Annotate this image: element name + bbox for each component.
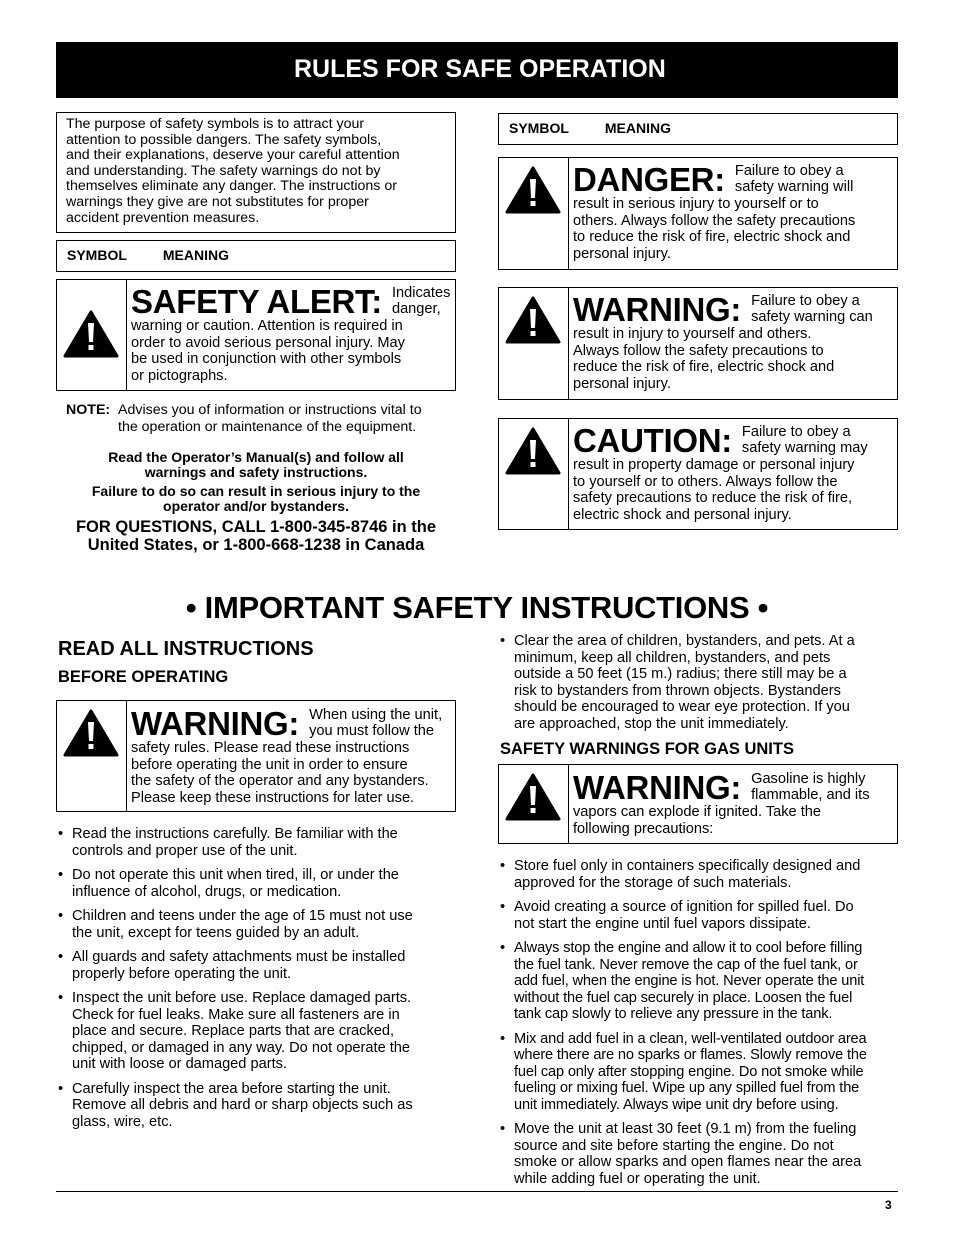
- list-line: Check for fuel leaks. Make sure all fasteners are in: [72, 1006, 400, 1023]
- list-line: unit immediately. Always wipe unit dry before using.: [514, 1096, 839, 1113]
- body-line: warning or caution. Attention is required in: [131, 318, 403, 334]
- symbol-meaning-header-left: [56, 240, 456, 272]
- list-item: [56, 990, 456, 1073]
- side-text: safety warning can: [751, 308, 873, 325]
- list-line: approved for the storage of such materials.: [514, 874, 792, 891]
- questions-line: United States, or 1-800-668-1238 in Canada: [87, 536, 425, 554]
- body-line: to reduce the risk of fire, electric shock and: [573, 229, 851, 245]
- side-text: flammable, and its: [751, 786, 870, 803]
- list-item: [56, 949, 456, 982]
- list-item: [498, 858, 908, 891]
- warning-heading: WARNING:: [131, 705, 300, 742]
- list-line: fueling or mixing fuel. Wipe up any spilled fuel from the: [514, 1080, 860, 1096]
- side-text: Gasoline is highly: [751, 771, 866, 787]
- body-line: vapors can explode if ignited. Take the: [573, 804, 821, 820]
- warning-definition-box: [498, 287, 898, 400]
- note-line: the operation or maintenance of the equipment.: [118, 419, 417, 435]
- alert-triangle-icon: [63, 310, 119, 358]
- side-text: Failure to obey a: [751, 293, 860, 309]
- list-item: [498, 1121, 908, 1187]
- list-line: • Clear the area of children, bystanders, and pets. At a: [514, 633, 855, 649]
- body-line: be used in conjunction with other symbols: [131, 351, 402, 367]
- danger-triangle-icon: [505, 166, 561, 214]
- intro-line: warnings they give are not substitutes for proper: [66, 193, 369, 210]
- note: [56, 402, 456, 436]
- intro-line: themselves eliminate any danger. The instructions or: [66, 178, 397, 195]
- list-line: influence of alcohol, drugs, or medication.: [72, 883, 342, 900]
- list-line: Remove all debris and hard or sharp objects such as: [72, 1097, 413, 1113]
- body-line: the safety of the operator and any bystanders.: [131, 773, 429, 789]
- list-line: not start the engine until fuel vapors dissipate.: [514, 915, 811, 932]
- note-line: Advises you of information or instructions vital to: [118, 402, 422, 418]
- list-line: outside a 50 feet (15 m.) radius; there still may be a: [514, 666, 847, 682]
- intro-line: attention to possible dangers. The safety symbols,: [66, 131, 382, 148]
- list-line: should be encouraged to wear eye protection. If you: [514, 699, 850, 715]
- intro-line: and understanding. The safety warnings do not by: [66, 162, 381, 179]
- list-line: properly before operating the unit.: [72, 965, 292, 982]
- list-line: • Store fuel only in containers specifically designed and: [514, 858, 861, 874]
- read-all-heading: READ ALL INSTRUCTIONS: [58, 638, 314, 660]
- list-line: • Inspect the unit before use. Replace damaged parts.: [72, 990, 412, 1006]
- side-text: you must follow the: [309, 722, 435, 739]
- caution-box: [498, 418, 898, 530]
- warning-triangle-icon: [63, 709, 119, 757]
- list-line: where there are no sparks or flames. Slowly remove the: [514, 1047, 867, 1063]
- body-line: safety precautions to reduce the risk of fire,: [573, 490, 853, 506]
- list-line: source and site before starting the engine. Do not: [514, 1137, 834, 1154]
- side-text: safety warning may: [741, 439, 868, 456]
- list-item: [498, 1031, 908, 1114]
- intro-line: and their explanations, deserve your careful attention: [66, 147, 400, 164]
- safety-alert-heading: SAFETY ALERT:: [131, 283, 382, 320]
- warning-before-operating-box: [56, 700, 456, 812]
- list-line: risk to bystanders from thrown objects. Bystanders: [514, 682, 841, 699]
- body-line: electric shock and personal injury.: [573, 506, 792, 523]
- meaning-label: MEANING: [162, 247, 230, 263]
- intro-line: accident prevention measures.: [66, 209, 260, 226]
- list-line: • Do not operate this unit when tired, ill, or under the: [72, 867, 399, 883]
- important-safety-title: • IMPORTANT SAFETY INSTRUCTIONS •: [185, 590, 769, 625]
- list-line: controls and proper use of the unit.: [72, 842, 298, 859]
- gas-units-heading: SAFETY WARNINGS FOR GAS UNITS: [500, 740, 794, 758]
- before-operating-list: [56, 826, 456, 1130]
- warning-triangle-icon: [505, 773, 561, 821]
- section-title: RULES FOR SAFE OPERATION: [294, 55, 666, 83]
- list-line: while adding fuel or operating the unit.: [514, 1170, 761, 1187]
- warning-heading: WARNING:: [573, 769, 742, 806]
- note-label: NOTE:: [66, 402, 111, 418]
- side-text: Failure to obey a: [741, 424, 851, 440]
- side-text: Indicates: [391, 285, 451, 301]
- list-item: [56, 908, 456, 941]
- body-line: safety rules. Please read these instructions: [131, 740, 410, 756]
- body-line: or pictographs.: [131, 367, 228, 384]
- side-text: safety warning will: [734, 178, 854, 195]
- list-item: [498, 940, 908, 1023]
- list-line: minimum, keep all children, bystanders, and pets: [514, 649, 831, 666]
- symbol-meaning-header-right: [498, 113, 898, 145]
- caution-heading: CAUTION:: [573, 422, 732, 459]
- caution-triangle-icon: [505, 427, 561, 475]
- intro-box: [56, 112, 456, 233]
- side-text: Failure to obey a: [734, 163, 844, 179]
- read-manual-notice: [56, 450, 456, 514]
- list-item: [498, 633, 898, 732]
- list-line: chipped, or damaged in any way. Do not operate the: [72, 1039, 411, 1056]
- gas-safety-list: [498, 858, 908, 1187]
- side-text: When using the unit,: [309, 707, 443, 723]
- body-line: before operating the unit in order to ensure: [131, 756, 408, 773]
- danger-box: [498, 157, 898, 270]
- list-line: are approached, stop the unit immediately.: [514, 715, 789, 732]
- warning-triangle-icon: [505, 296, 561, 344]
- footer-rule: [56, 1191, 898, 1192]
- list-line: • Read the instructions carefully. Be familiar with the: [72, 826, 398, 842]
- safety-alert-box: [56, 279, 456, 391]
- list-line: • Avoid creating a source of ignition for spilled fuel. Do: [514, 899, 854, 915]
- body-line: Always follow the safety precautions to: [573, 342, 824, 359]
- list-item: [56, 1081, 456, 1131]
- list-line: smoke or allow sparks and open flames near the area: [514, 1154, 862, 1170]
- list-line: • Children and teens under the age of 15 must not use: [72, 908, 413, 924]
- list-line: glass, wire, etc.: [72, 1113, 173, 1130]
- body-line: others. Always follow the safety precautions: [573, 212, 856, 229]
- list-line: • Carefully inspect the area before starting the unit.: [72, 1080, 391, 1097]
- symbol-label: SYMBOL: [67, 247, 127, 263]
- body-line: order to avoid serious personal injury. May: [131, 334, 405, 351]
- body-line: Please keep these instructions for later use.: [131, 789, 415, 806]
- list-line: add fuel, when the engine is hot. Never operate the unit: [514, 973, 865, 989]
- body-line: following precautions:: [573, 820, 714, 837]
- meaning-label: MEANING: [604, 120, 672, 136]
- read-manual-line: Read the Operator’s Manual(s) and follow all: [108, 449, 404, 465]
- list-line: the unit, except for teens guided by an adult.: [72, 924, 360, 941]
- list-line: without the fuel cap securely in place. Loosen the fuel: [514, 989, 853, 1006]
- list-line: • Mix and add fuel in a clean, well-ventilated outdoor area: [514, 1030, 867, 1047]
- body-line: result in serious injury to yourself or to: [573, 196, 819, 212]
- list-line: unit with loose or damaged parts.: [72, 1056, 287, 1072]
- warning-heading: WARNING:: [573, 291, 742, 328]
- list-item: [56, 867, 456, 900]
- body-line: result in injury to yourself and others.: [573, 326, 812, 342]
- before-operating-heading: BEFORE OPERATING: [58, 668, 229, 686]
- list-line: fuel cap only after stopping engine. Do not smoke while: [514, 1063, 864, 1080]
- list-line: tank cap slowly to relieve any pressure in the tank.: [514, 1006, 833, 1022]
- side-text: danger,: [391, 300, 441, 317]
- list-line: place and secure. Replace parts that are cracked,: [72, 1023, 395, 1039]
- list-line: the fuel tank. Never remove the cap of the fuel tank, or: [514, 956, 858, 973]
- body-line: personal injury.: [573, 245, 671, 262]
- warning-gas-box: [498, 764, 898, 844]
- read-manual-line: warnings and safety instructions.: [144, 464, 368, 480]
- section-header-bar: [56, 42, 898, 98]
- list-item: [56, 826, 456, 859]
- body-line: reduce the risk of fire, electric shock and: [573, 359, 835, 375]
- danger-heading: DANGER:: [573, 161, 725, 198]
- read-manual-line: Failure to do so can result in serious injury to the: [91, 483, 421, 499]
- symbol-label: SYMBOL: [509, 120, 569, 136]
- list-line: • Always stop the engine and allow it to cool before filling: [514, 940, 863, 956]
- questions-line: FOR QUESTIONS, CALL 1-800-345-8746 in the: [75, 518, 437, 536]
- body-line: to yourself or to others. Always follow the: [573, 473, 838, 490]
- list-line: • Move the unit at least 30 feet (9.1 m) from the fueling: [514, 1121, 857, 1137]
- page-number: 3: [885, 1198, 892, 1212]
- clear-area-list: [498, 633, 898, 732]
- read-manual-line: operator and/or bystanders.: [163, 498, 349, 514]
- body-line: personal injury.: [573, 375, 671, 392]
- body-line: result in property damage or personal injury: [573, 457, 855, 473]
- questions-contact: [46, 518, 466, 554]
- intro-line: The purpose of safety symbols is to attract your: [66, 116, 365, 132]
- list-item: [498, 899, 908, 932]
- list-line: • All guards and safety attachments must be installed: [72, 949, 406, 965]
